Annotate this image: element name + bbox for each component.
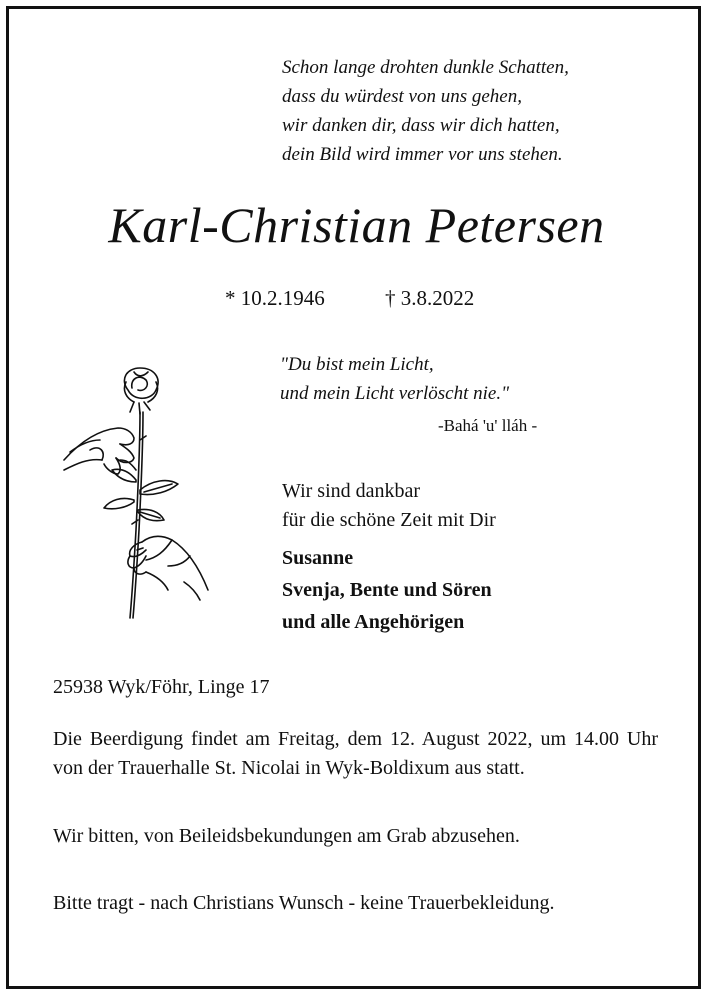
poem-line: dass du würdest von uns gehen, [282, 86, 522, 107]
poem-line: Schon lange drohten dunkle Schatten, [282, 57, 569, 78]
address: 25938 Wyk/Föhr, Linge 17 [53, 676, 270, 698]
birth-date: * 10.2.1946 [225, 286, 325, 310]
funeral-paragraph: Die Beerdigung findet am Freitag, dem 12. August 2022, um 14.00 Uhr von der Trauerhalle St. Nicolai in Wyk-Boldixum aus statt. [53, 728, 658, 779]
condolence-paragraph: Wir bitten, von Beileidsbekundungen am Grab abzusehen. [53, 825, 520, 847]
quote-line: und mein Licht verlöscht nie." [280, 383, 510, 404]
quote-author: -Bahá 'u' lláh - [438, 416, 538, 435]
family-line: Susanne [282, 547, 354, 569]
dress-code-paragraph: Bitte tragt - nach Christians Wunsch - keine Trauerbekleidung. [53, 892, 555, 914]
thanks-message [282, 477, 496, 535]
deceased-name: Karl-Christian Petersen [108, 197, 605, 253]
quote [280, 350, 509, 408]
family-line: und alle Angehörigen [282, 611, 465, 633]
thanks-line: Wir sind dankbar [282, 480, 421, 502]
family-line: Svenja, Bente und Sören [282, 579, 492, 601]
thanks-line: für die schöne Zeit mit Dir [282, 509, 496, 531]
family-signature [282, 542, 492, 638]
poem-line: wir danken dir, dass wir dich hatten, [282, 115, 560, 136]
rose-in-hands-icon [60, 360, 215, 625]
death-date: † 3.8.2022 [385, 286, 475, 310]
poem-line: dein Bild wird immer vor uns stehen. [282, 144, 563, 165]
quote-line: "Du bist mein Licht, [280, 354, 434, 375]
memorial-poem [282, 53, 569, 169]
